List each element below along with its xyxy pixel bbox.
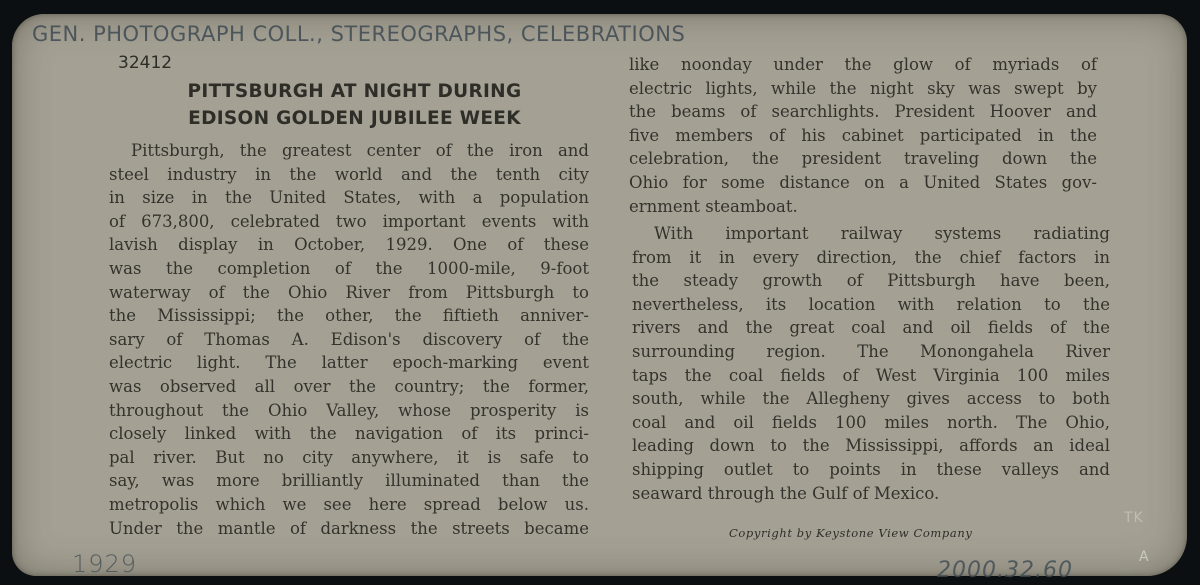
text-line: south, while the Allegheny gives access to both <box>632 389 1110 409</box>
text-line: like noonday under the glow of myriads of <box>629 55 1097 74</box>
text-line: closely linked with the navigation of its princi- <box>109 424 589 444</box>
text-line: nevertheless, its location with relation to the <box>632 294 1110 314</box>
text-line: from it in every direction, the chief factors in <box>632 247 1110 267</box>
text-line: the Mississippi; the other, the fiftieth anniver- <box>109 306 589 326</box>
text-line: was the completion of the 1000-mile, 9-foot <box>109 258 589 278</box>
text-line: five members of his cabinet participated in the <box>629 125 1097 145</box>
right-text-column-bottom <box>632 222 1110 505</box>
handwritten-year: 1929 <box>72 550 138 578</box>
text-line: of 673,800, celebrated two important events with <box>109 211 589 231</box>
text-line: ernment steamboat. <box>629 196 798 216</box>
handwritten-accession-number: 2000.32.60 <box>937 558 1073 583</box>
right-text-column-top <box>629 53 1097 218</box>
text-line: waterway of the Ohio River from Pittsburgh to <box>109 282 589 302</box>
text-line: throughout the Ohio Valley, whose prosperity is <box>109 400 589 420</box>
text-line: say, was more brilliantly illuminated than the <box>109 471 589 491</box>
text-line: electric lights, while the night sky was swept by <box>629 78 1097 98</box>
text-line: metropolis which we see here spread below us. <box>109 494 589 514</box>
text-line: steel industry in the world and the tenth city <box>109 164 589 184</box>
text-line: coal and oil fields 100 miles north. The Ohio, <box>632 412 1110 432</box>
title-line: EDISON GOLDEN JUBILEE WEEK <box>188 108 521 129</box>
text-line: in size in the United States, with a population <box>109 188 589 208</box>
text-line: celebration, the president traveling down the <box>629 149 1097 169</box>
text-line: surrounding region. The Monongahela River <box>632 341 1110 361</box>
text-line: the steady growth of Pittsburgh have been, <box>632 271 1110 291</box>
text-line: sary of Thomas A. Edison's discovery of the <box>109 329 589 349</box>
text-line: pal river. But no city anywhere, it is safe to <box>109 447 589 467</box>
card-number: 32412 <box>118 53 173 73</box>
stereograph-card <box>12 14 1187 583</box>
handwritten-corner-mark: A <box>1139 549 1150 565</box>
text-line: shipping outlet to points in these valleys and <box>632 459 1110 479</box>
text-line: Under the mantle of darkness the streets became <box>109 518 589 538</box>
handwritten-collection-note: GEN. PHOTOGRAPH COLL., STEREOGRAPHS, CELEBRATIONS <box>32 22 686 46</box>
title-line: PITTSBURGH AT NIGHT DURING <box>187 81 522 102</box>
text-line: seaward through the Gulf of Mexico. <box>632 483 940 503</box>
text-line: Ohio for some distance on a United States gov- <box>629 172 1097 192</box>
faint-pencil-mark: TK <box>1124 510 1144 526</box>
text-line: lavish display in October, 1929. One of these <box>109 235 589 255</box>
text-line: With important railway systems radiating <box>654 224 1110 243</box>
copyright-notice: Copyright by Keystone View Company <box>729 526 973 540</box>
text-line: taps the coal fields of West Virginia 100 miles <box>632 365 1110 385</box>
text-line: leading down to the Mississippi, affords an ideal <box>632 436 1110 456</box>
text-line: electric light. The latter epoch-marking event <box>109 353 589 373</box>
card-title <box>112 78 597 132</box>
text-line: Pittsburgh, the greatest center of the iron and <box>131 141 589 160</box>
text-line: rivers and the great coal and oil fields of the <box>632 318 1110 338</box>
left-text-column <box>109 139 589 540</box>
text-line: was observed all over the country; the former, <box>109 376 589 396</box>
text-line: the beams of searchlights. President Hoover and <box>629 102 1097 122</box>
